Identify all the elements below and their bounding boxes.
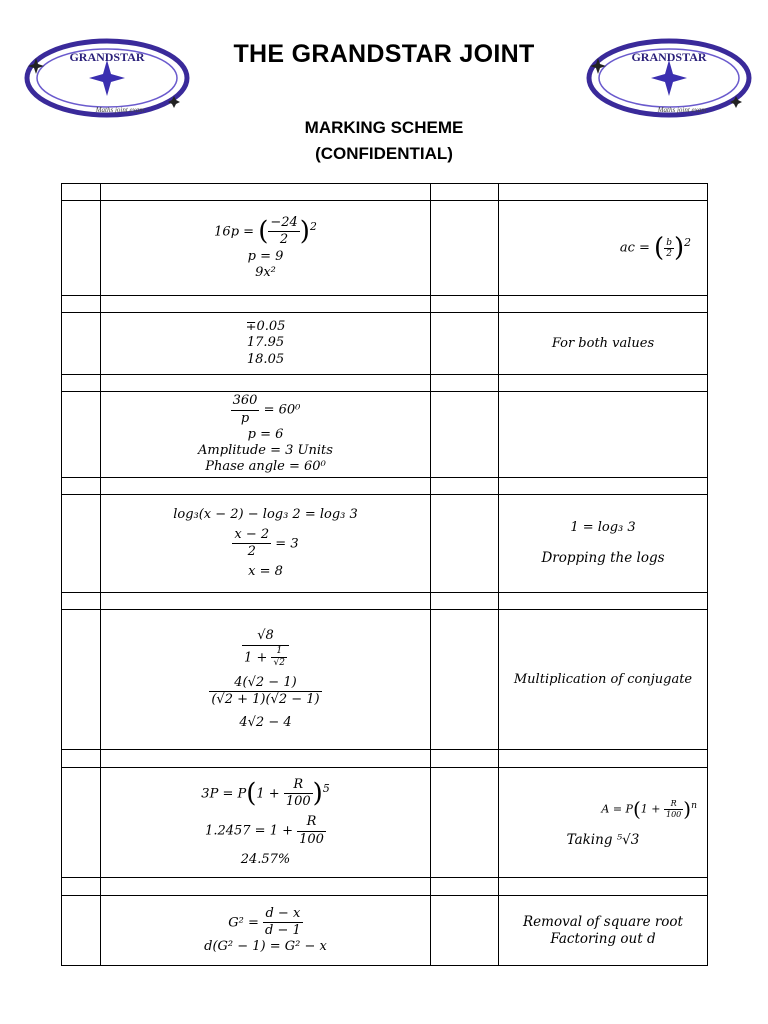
answer-line: Amplitude = 3 Units bbox=[198, 443, 333, 459]
answer-line: log₃(x − 2) − log₃ 2 = log₃ 3 bbox=[173, 506, 358, 522]
page-title: THE GRANDSTAR JOINT bbox=[233, 40, 535, 68]
table-row bbox=[62, 878, 708, 896]
table-row bbox=[62, 296, 708, 313]
table-row bbox=[62, 201, 708, 296]
table-row bbox=[62, 184, 708, 201]
working-cell: $\frac{360}{p}$ = 60⁰ p = 6 Amplitude = 3 Units Phase angle = 60⁰ bbox=[101, 392, 431, 478]
table-row bbox=[62, 610, 708, 750]
subtitle-confidential: (CONFIDENTIAL) bbox=[315, 144, 453, 163]
remark-text: For both values bbox=[499, 313, 708, 375]
table-row bbox=[62, 896, 708, 966]
answer-line: d(G² − 1) = G² − x bbox=[204, 939, 327, 955]
working-cell: √8 1 + $\frac{1}{√2}$ $\frac{4(√2 - 1)}{(√2 + 1)(√2 - 1)}$ 4√2 − 4 bbox=[101, 610, 431, 750]
svg-text:GRANDSTAR: GRANDSTAR bbox=[69, 50, 145, 64]
remark-cell: ac = ( $\frac{b}{2}$ )$^2$ bbox=[499, 201, 708, 296]
answer-line: 18.05 bbox=[246, 351, 285, 367]
remark-text: Removal of square root bbox=[523, 913, 683, 930]
svg-text:Maths joint exam: Maths joint exam bbox=[95, 106, 145, 114]
answer-line: p = 6 bbox=[247, 426, 284, 442]
answer-line: p = 9 bbox=[247, 248, 284, 264]
remark-text: 1 = log₃ 3 bbox=[570, 519, 636, 535]
remark-text: Factoring out d bbox=[550, 930, 656, 947]
answer-line: 9x² bbox=[255, 264, 276, 280]
answer-line: 17.95 bbox=[246, 335, 285, 351]
answer-line: Phase angle = 60⁰ bbox=[205, 459, 326, 475]
working-cell: G² = $\frac{d - x}{d - 1}$ d(G² − 1) = G² − x bbox=[101, 896, 431, 966]
working-cell: 16p = ( $\frac{-24}{2}$ )$^2$ p = 9 9x² bbox=[101, 201, 431, 296]
table-row bbox=[62, 375, 708, 392]
remark-text: Dropping the logs bbox=[541, 550, 665, 567]
answer-line: ∓0.05 bbox=[245, 319, 286, 335]
table-row bbox=[62, 495, 708, 593]
table-row bbox=[62, 478, 708, 495]
svg-text:Maths joint exam: Maths joint exam bbox=[657, 106, 707, 114]
marking-scheme-table bbox=[61, 183, 708, 966]
answer-line: 24.57% bbox=[240, 851, 291, 867]
table-row bbox=[62, 392, 708, 478]
table-row bbox=[62, 313, 708, 375]
remark-cell bbox=[499, 495, 708, 593]
working-cell bbox=[101, 313, 431, 375]
working-cell: 3P = P(1 + $\frac{R}{100}$ )$^5$ 1.2457 = 1 + $\frac{R}{100}$ 24.57% bbox=[101, 768, 431, 878]
table-row bbox=[62, 750, 708, 768]
table-row bbox=[62, 768, 708, 878]
working-cell: log₃(x − 2) − log₃ 2 = log₃ 3 $\frac{x - 2}{2}$ = 3 x = 8 bbox=[101, 495, 431, 593]
subtitle-marking-scheme: MARKING SCHEME bbox=[304, 118, 464, 137]
table-row bbox=[62, 593, 708, 610]
remark-text: Taking ⁵√3 bbox=[566, 831, 640, 848]
remark-cell bbox=[499, 896, 708, 966]
answer-line: x = 8 bbox=[248, 564, 283, 580]
answer-line: 4√2 − 4 bbox=[239, 714, 292, 730]
remark-text: Multiplication of conjugate bbox=[499, 610, 708, 750]
svg-text:GRANDSTAR: GRANDSTAR bbox=[631, 50, 707, 64]
remark-cell: A = P(1 + $\frac{R}{100}$ )$^n$ Taking ⁵√3 bbox=[499, 768, 708, 878]
